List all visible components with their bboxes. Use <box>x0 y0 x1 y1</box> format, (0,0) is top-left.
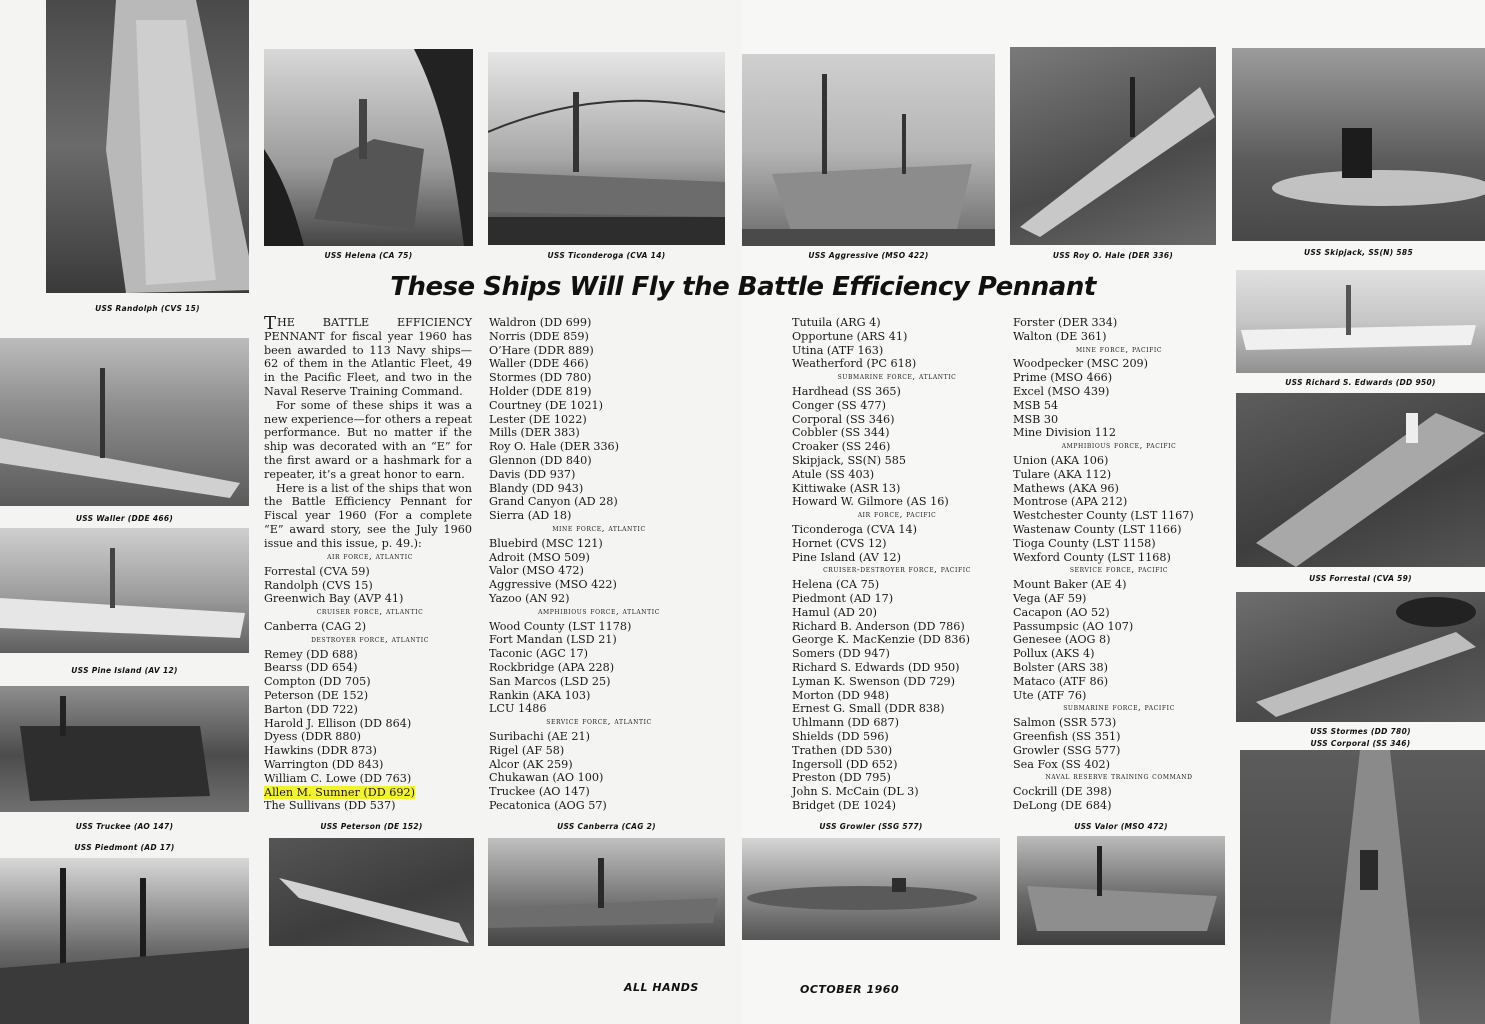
ship-entry: Waldron (DD 699) <box>489 316 592 329</box>
ship-entry: Howard W. Gilmore (AS 16) <box>792 495 949 509</box>
photo-ticonderoga <box>488 52 725 245</box>
ship-entry: Truckee (AO 147) <box>489 785 590 799</box>
section-header: submarine force, pacific <box>1063 703 1175 714</box>
ship-entry: O’Hare (DDR 889) <box>489 343 594 357</box>
caption-peterson: USS Peterson (DE 152) <box>320 822 423 831</box>
ship-entry: Salmon (SSR 573) <box>1013 716 1117 730</box>
caption-stormes: USS Stormes (DD 780) <box>1310 727 1411 736</box>
section-header: submarine force, atlantic <box>837 372 957 383</box>
ship-entry: Growler (SSG 577) <box>1013 743 1121 757</box>
ship-entry: The Sullivans (DD 537) <box>264 799 396 813</box>
photo-piedmont <box>0 858 249 1024</box>
caption-pine-island: USS Pine Island (AV 12) <box>71 666 178 675</box>
ship-entry: Norris (DDE 859) <box>489 329 589 343</box>
intro-paragraph-1: THE BATTLE EFFICIENCY PENNANT for fiscal year 1960 has been awarded to 113 Navy ships—62 of them in the Atlantic Fleet, 49 in the Pacific Fleet, and two in the Naval Reserve Training Command. <box>264 313 472 398</box>
ship-entry: Ute (ATF 76) <box>1013 688 1087 702</box>
caption-aggressive: USS Aggressive (MSO 422) <box>808 251 929 260</box>
section-header: service force, pacific <box>1069 565 1169 576</box>
ship-entry: San Marcos (LSD 25) <box>489 674 611 688</box>
ship-entry: Mount Baker (AE 4) <box>1013 578 1127 592</box>
caption-piedmont: USS Piedmont (AD 17) <box>74 843 175 852</box>
ship-entry: Aggressive (MSO 422) <box>489 578 617 592</box>
ship-entry: Cobbler (SS 344) <box>792 426 890 440</box>
ship-entry: George K. MacKenzie (DD 836) <box>792 633 970 647</box>
ship-entry: Compton (DD 705) <box>264 675 371 689</box>
ship-entry: Bearss (DD 654) <box>264 661 358 675</box>
ship-entry: Corporal (SS 346) <box>792 412 895 426</box>
ship-entry: Trathen (DD 530) <box>792 743 893 757</box>
ship-entry: Pecatonica (AOG 57) <box>489 798 607 812</box>
photo-canberra <box>488 838 725 946</box>
photo-truckee <box>0 686 249 812</box>
section-header: air force, pacific <box>857 510 937 521</box>
footer-magazine: ALL HANDS <box>624 981 699 994</box>
caption-helena: USS Helena (CA 75) <box>324 251 413 260</box>
ship-entry: Richard S. Edwards (DD 950) <box>792 660 960 674</box>
ship-entry: Waller (DDE 466) <box>489 357 589 371</box>
ship-entry: Warrington (DD 843) <box>264 757 384 771</box>
ship-entry: Yazoo (AN 92) <box>489 591 570 605</box>
ship-entry: Cacapon (AO 52) <box>1013 605 1110 619</box>
ship-entry: Hamul (AD 20) <box>792 605 877 619</box>
ship-entry: Rigel (AF 58) <box>489 743 565 757</box>
ship-entry: Holder (DDE 819) <box>489 384 592 398</box>
page-title: These Ships Will Fly the Battle Efficiency Pennant <box>390 272 1096 302</box>
ship-entry: Mine Division 112 <box>1013 426 1117 440</box>
ship-entry: Atule (SS 403) <box>792 467 875 481</box>
ship-entry: Barton (DD 722) <box>264 702 358 716</box>
ship-entry: Somers (DD 947) <box>792 647 890 661</box>
photo-stormes <box>1236 592 1485 722</box>
ship-entry: Morton (DD 948) <box>792 688 890 702</box>
ship-entry: Tioga County (LST 1158) <box>1013 536 1156 550</box>
photo-skipjack <box>1232 48 1485 241</box>
caption-skipjack: USS Skipjack, SS(N) 585 <box>1304 248 1413 257</box>
section-header: mine force, atlantic <box>552 523 646 534</box>
photo-pine-island <box>0 528 249 653</box>
ship-entry: Tutuila (ARG 4) <box>792 316 881 329</box>
ship-entry: Kittiwake (ASR 13) <box>792 481 901 495</box>
ship-entry: Greenfish (SS 351) <box>1013 729 1121 743</box>
caption-richard-edwards: USS Richard S. Edwards (DD 950) <box>1285 378 1436 387</box>
photo-valor <box>1017 836 1225 945</box>
ship-entry: Bluebird (MSC 121) <box>489 536 603 550</box>
ship-list-col2 <box>489 316 709 813</box>
caption-randolph: USS Randolph (CVS 15) <box>95 304 200 313</box>
ship-entry: Wastenaw County (LST 1166) <box>1013 522 1182 536</box>
ship-entry: Woodpecker (MSC 209) <box>1013 357 1149 371</box>
ship-entry: Adroit (MSO 509) <box>489 550 590 564</box>
ship-entry: Mills (DER 383) <box>489 426 580 440</box>
ship-entry: Harold J. Ellison (DD 864) <box>264 716 412 730</box>
ship-entry: Peterson (DE 152) <box>264 688 369 702</box>
ship-entry: Uhlmann (DD 687) <box>792 716 900 730</box>
ship-entry: Richard B. Anderson (DD 786) <box>792 619 965 633</box>
ship-entry: Remey (DD 688) <box>264 647 358 661</box>
ship-entry: Cockrill (DE 398) <box>1013 785 1112 799</box>
ship-entry: Lyman K. Swenson (DD 729) <box>792 674 955 688</box>
ship-entry: Wexford County (LST 1168) <box>1013 550 1171 564</box>
photo-corporal <box>1240 750 1485 1024</box>
ship-entry: MSB 30 <box>1013 412 1059 426</box>
ship-entry: Forster (DER 334) <box>1013 316 1118 329</box>
ship-entry: Davis (DD 937) <box>489 467 576 481</box>
caption-forrestal: USS Forrestal (CVA 59) <box>1309 574 1412 583</box>
ship-entry: Wood County (LST 1178) <box>489 619 632 633</box>
ship-entry: Ernest G. Small (DDR 838) <box>792 702 945 716</box>
ship-entry: Conger (SS 477) <box>792 398 886 412</box>
section-header: cruiser force, atlantic <box>316 607 424 618</box>
ship-entry: DeLong (DE 684) <box>1013 798 1112 812</box>
ship-entry: John S. McCain (DL 3) <box>792 785 919 799</box>
section-header: amphibious force, pacific <box>1061 441 1177 452</box>
intro-paragraph-2: For some of these ships it was a new experience—for others a repeat performance. But no matter if the ship was decorated with an “E” for the first award or a hashmark for a repeater, it’s a great honor to earn. <box>264 398 472 481</box>
ship-entry: Montrose (APA 212) <box>1013 495 1128 509</box>
ship-entry: Passumpsic (AO 107) <box>1013 619 1134 633</box>
ship-entry: Hardhead (SS 365) <box>792 384 901 398</box>
ship-entry: Fort Mandan (LSD 21) <box>489 633 617 647</box>
ship-entry: LCU 1486 <box>489 702 547 716</box>
photo-richard-edwards <box>1236 270 1485 373</box>
ship-entry: Dyess (DDR 880) <box>264 730 361 744</box>
section-header: service force, atlantic <box>546 717 652 728</box>
ship-entry: Helena (CA 75) <box>792 578 880 592</box>
ship-entry: Sierra (AD 18) <box>489 509 572 523</box>
ship-entry: Shields (DD 596) <box>792 729 889 743</box>
ship-entry: Roy O. Hale (DER 336) <box>489 440 620 454</box>
ship-entry: Excel (MSO 439) <box>1013 384 1110 398</box>
ship-entry: Weatherford (PC 618) <box>792 357 917 371</box>
ship-entry: Randolph (CVS 15) <box>264 578 373 592</box>
intro-paragraph-3: Here is a list of the ships that won the Battle Efficiency Pennant for Fiscal year 1960 (For a complete “E” award story, see the July 1960 issue and this issue, p. 49.): <box>264 481 472 550</box>
caption-corporal: USS Corporal (SS 346) <box>1310 739 1411 748</box>
ship-entry: Glennon (DD 840) <box>489 453 592 467</box>
caption-valor: USS Valor (MSO 472) <box>1074 822 1168 831</box>
ship-entry: Grand Canyon (AD 28) <box>489 495 618 509</box>
section-header: naval reserve training command <box>1045 772 1193 783</box>
caption-ticonderoga: USS Ticonderoga (CVA 14) <box>547 251 666 260</box>
ship-entry: Blandy (DD 943) <box>489 481 584 495</box>
photo-growler <box>742 838 1000 940</box>
ship-entry: Rockbridge (APA 228) <box>489 660 615 674</box>
photo-forrestal <box>1236 393 1485 567</box>
caption-growler: USS Growler (SSG 577) <box>819 822 923 831</box>
ship-entry: Greenwich Bay (AVP 41) <box>264 592 404 606</box>
ship-entry: Ticonderoga (CVA 14) <box>792 522 917 536</box>
ship-entry: Pine Island (AV 12) <box>792 550 901 564</box>
ship-entry: Genesee (AOG 8) <box>1013 633 1111 647</box>
ship-entry: Bridget (DE 1024) <box>792 798 897 812</box>
ship-entry: MSB 54 <box>1013 398 1059 412</box>
section-header: destroyer force, atlantic <box>311 634 429 645</box>
ship-entry: Sea Fox (SS 402) <box>1013 757 1111 771</box>
ship-entry: Skipjack, SS(N) 585 <box>792 453 907 467</box>
ship-entry: Utina (ATF 163) <box>792 343 884 357</box>
dropcap: T <box>264 313 277 334</box>
ship-entry: Pollux (AKS 4) <box>1013 647 1095 661</box>
caption-truckee: USS Truckee (AO 147) <box>75 822 174 831</box>
ship-entry: Suribachi (AE 21) <box>489 729 590 743</box>
ship-entry: Prime (MSO 466) <box>1013 371 1113 385</box>
photo-helena <box>264 49 473 246</box>
ship-entry-highlighted: Allen M. Sumner (DD 692) <box>264 785 415 799</box>
caption-canberra: USS Canberra (CAG 2) <box>557 822 656 831</box>
ship-entry: Piedmont (AD 17) <box>792 591 894 605</box>
ship-entry: Westchester County (LST 1167) <box>1013 509 1194 523</box>
ship-entry: Courtney (DE 1021) <box>489 398 603 412</box>
ship-entry: Alcor (AK 259) <box>489 757 573 771</box>
footer-date: OCTOBER 1960 <box>800 983 900 996</box>
ship-entry: Walton (DE 361) <box>1013 329 1107 343</box>
photo-peterson <box>269 838 474 946</box>
caption-waller: USS Waller (DDE 466) <box>75 514 174 523</box>
ship-entry: William C. Lowe (DD 763) <box>264 771 412 785</box>
ship-entry: Bolster (ARS 38) <box>1013 660 1108 674</box>
caption-roy-hale: USS Roy O. Hale (DER 336) <box>1052 251 1174 260</box>
ship-entry: Mataco (ATF 86) <box>1013 674 1109 688</box>
ship-entry: Canberra (CAG 2) <box>264 619 367 633</box>
ship-entry: Croaker (SS 246) <box>792 440 891 454</box>
photo-randolph <box>46 0 249 293</box>
ship-list-col3 <box>792 316 1002 813</box>
ship-entry: Mathews (AKA 96) <box>1013 481 1119 495</box>
ship-entry: Taconic (AGC 17) <box>489 647 588 661</box>
ship-entry: Forrestal (CVA 59) <box>264 564 370 578</box>
ship-entry: Stormes (DD 780) <box>489 371 592 385</box>
ship-entry: Ingersoll (DD 652) <box>792 757 898 771</box>
ship-entry: Vega (AF 59) <box>1013 591 1087 605</box>
ship-entry: Chukawan (AO 100) <box>489 771 604 785</box>
ship-entry: Union (AKA 106) <box>1013 453 1109 467</box>
ship-entry: Hornet (CVS 12) <box>792 536 887 550</box>
ship-entry: Hawkins (DDR 873) <box>264 744 377 758</box>
ship-entry: Lester (DE 1022) <box>489 412 587 426</box>
ship-entry: Opportune (ARS 41) <box>792 329 908 343</box>
photo-aggressive <box>742 54 995 246</box>
section-header: cruiser-destroyer force, pacific <box>823 565 971 576</box>
photo-waller <box>0 338 249 506</box>
section-header: air force, atlantic <box>327 552 413 562</box>
ship-entry: Preston (DD 795) <box>792 771 891 785</box>
ship-list-col4 <box>1013 316 1225 813</box>
section-header: amphibious force, atlantic <box>538 606 660 617</box>
ship-entry: Valor (MSO 472) <box>489 564 584 578</box>
ship-entry: Rankin (AKA 103) <box>489 688 591 702</box>
ship-list-col1 <box>264 551 476 813</box>
ship-entry: Tulare (AKA 112) <box>1013 467 1112 481</box>
intro-text <box>264 313 472 551</box>
section-header: mine force, pacific <box>1075 344 1163 355</box>
photo-roy-hale <box>1010 47 1216 245</box>
